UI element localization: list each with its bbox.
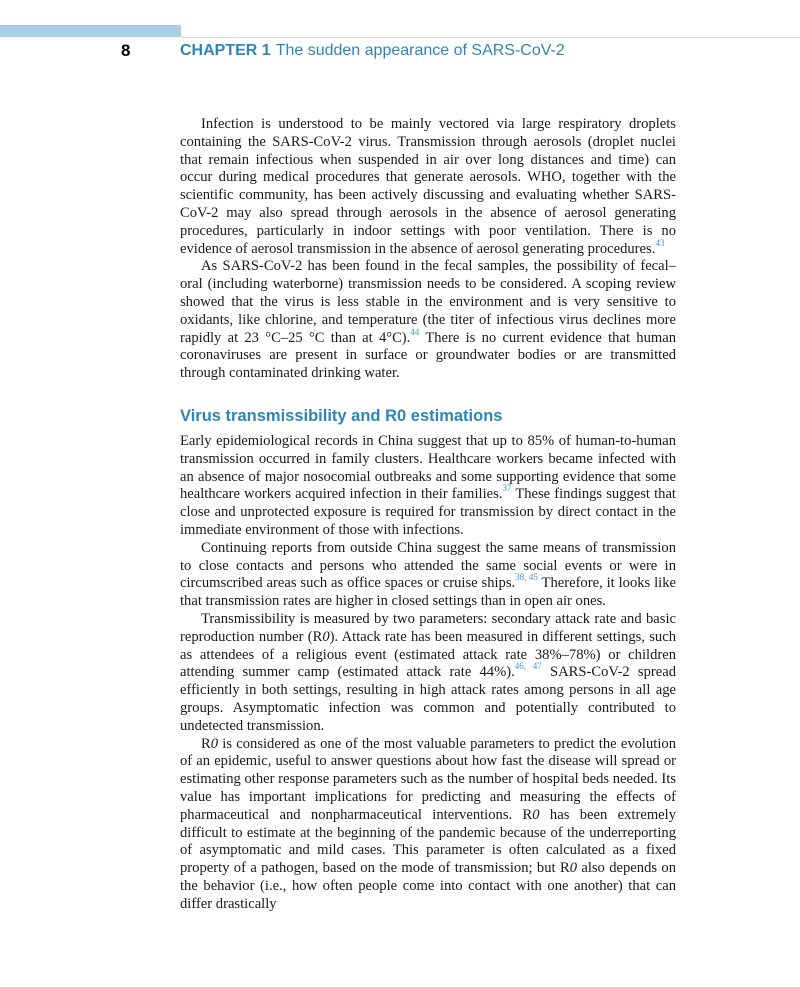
section-heading: Virus transmissibility and R0 estimations [180, 407, 503, 425]
section-text [180, 433, 676, 914]
r0-subscript: 0 [210, 735, 219, 752]
header-accent-bar [0, 25, 181, 37]
paragraph-close-contacts [180, 540, 676, 611]
reference-link[interactable]: 43 [655, 237, 665, 248]
chapter-label: CHAPTER 1 [180, 42, 271, 59]
chapter-title: The sudden appearance of SARS-CoV-2 [275, 42, 565, 59]
header-rule [181, 37, 800, 38]
paragraph-text: As SARS-CoV-2 has been found in the fecal samples, the possibility of fecal–oral (including waterborne) transmission needs to be considered. A scoping review showed that the virus is less stable in the environment and is very sensitive to oxidants, like chlorine, and temperature (the titer of infectious virus declines more rapidly at 23 °C–25 °C than at 4°C). [180, 258, 676, 346]
page-number: 8 [121, 41, 131, 60]
reference-link[interactable]: 37 [502, 483, 512, 494]
running-header [180, 42, 565, 60]
paragraph-text: Infection is understood to be mainly vectored via large respiratory droplets containing the SARS-CoV-2 virus. Transmission through aerosols (droplet nuclei that remain infectious when suspended in air over long distances and time) can occur during medical procedures that generate aerosols. WHO, together with the scientific community, has been actively discussing and evaluating whether SARS-CoV-2 may also spread through aerosols in the absence of aerosol generating procedures, particularly in indoor settings with poor ventilation. There is no evidence of aerosol transmission in the absence of aerosol generating procedures. [180, 116, 676, 257]
paragraph-text: is considered as one of the most valuable parameters to predict the evolution of an epidemic, useful to answer questions about how fast the disease will spread or estimating other response parameters such as the number of hospital beds needed. Its value has important implications for predicting and measuring the effects of pharmaceutical and nonpharmaceutical interventions. R [180, 735, 676, 823]
reference-link[interactable]: 44 [410, 326, 420, 337]
paragraph-aerosol [180, 116, 676, 258]
paragraph-attack-rate [180, 611, 676, 736]
reference-link[interactable]: 46, 47 [514, 661, 542, 672]
r0-subscript: 0 [322, 628, 330, 645]
intro-text [180, 116, 676, 383]
paragraph-text: SARS-CoV-2 spread efficiently in both settings, resulting in high attack rates among persons in all age groups. Asymptomatic infection was common and potentially contributed to undetected transmission. [180, 664, 676, 734]
paragraph-text: also depends on the behavior (i.e., how often people come into contact with one another) that can differ drastically [180, 860, 677, 912]
paragraph-text: Therefore, it looks like that transmission rates are higher in closed settings than in open air ones. [180, 575, 677, 610]
paragraph-text: Early epidemiological records in China suggest that up to 85% of human-to-human transmission occurred in family clusters. Healthcare workers became infected with an absence of major nosocomial outbreaks and some supporting evidence that some healthcare workers acquired infection in their families. [180, 433, 676, 503]
r0-subscript: 0 [532, 806, 540, 823]
paragraph-text: has been extremely difficult to estimate at the beginning of the pandemic because of the underreporting of asymptomatic and mild cases. This parameter is often calculated as a fixed property of a pathogen, based on the mode of transmission; but R [180, 806, 676, 877]
paragraph-text: Continuing reports from outside China suggest the same means of transmission to close contacts and persons who attended the same social events or were in circumscribed areas such as office spaces or cruise ships. [180, 539, 676, 592]
paragraph-text: ). Attack rate has been measured in different settings, such as attendees of a religious event (estimated attack rate 38%–78%) or children attending summer camp (estimated attack rate 44%). [180, 628, 676, 681]
reference-link[interactable]: 38, 45 [515, 572, 538, 583]
paragraph-r0 [180, 736, 676, 914]
paragraph-text: Transmissibility is measured by two parameters: secondary attack rate and basic reproduction number (R [180, 610, 676, 645]
r0-letter: R [201, 735, 211, 752]
paragraph-fecal-oral [180, 258, 676, 383]
paragraph-family-clusters [180, 433, 676, 540]
paragraph-text: There is no current evidence that human coronaviruses are present in surface or groundwater bodies or are transmitted through contaminated drinking water. [180, 329, 676, 382]
paragraph-text: These findings suggest that close and unprotected exposure is required for transmission by direct contact in the immediate environment of those with infections. [180, 486, 676, 538]
r0-subscript: 0 [569, 860, 577, 877]
